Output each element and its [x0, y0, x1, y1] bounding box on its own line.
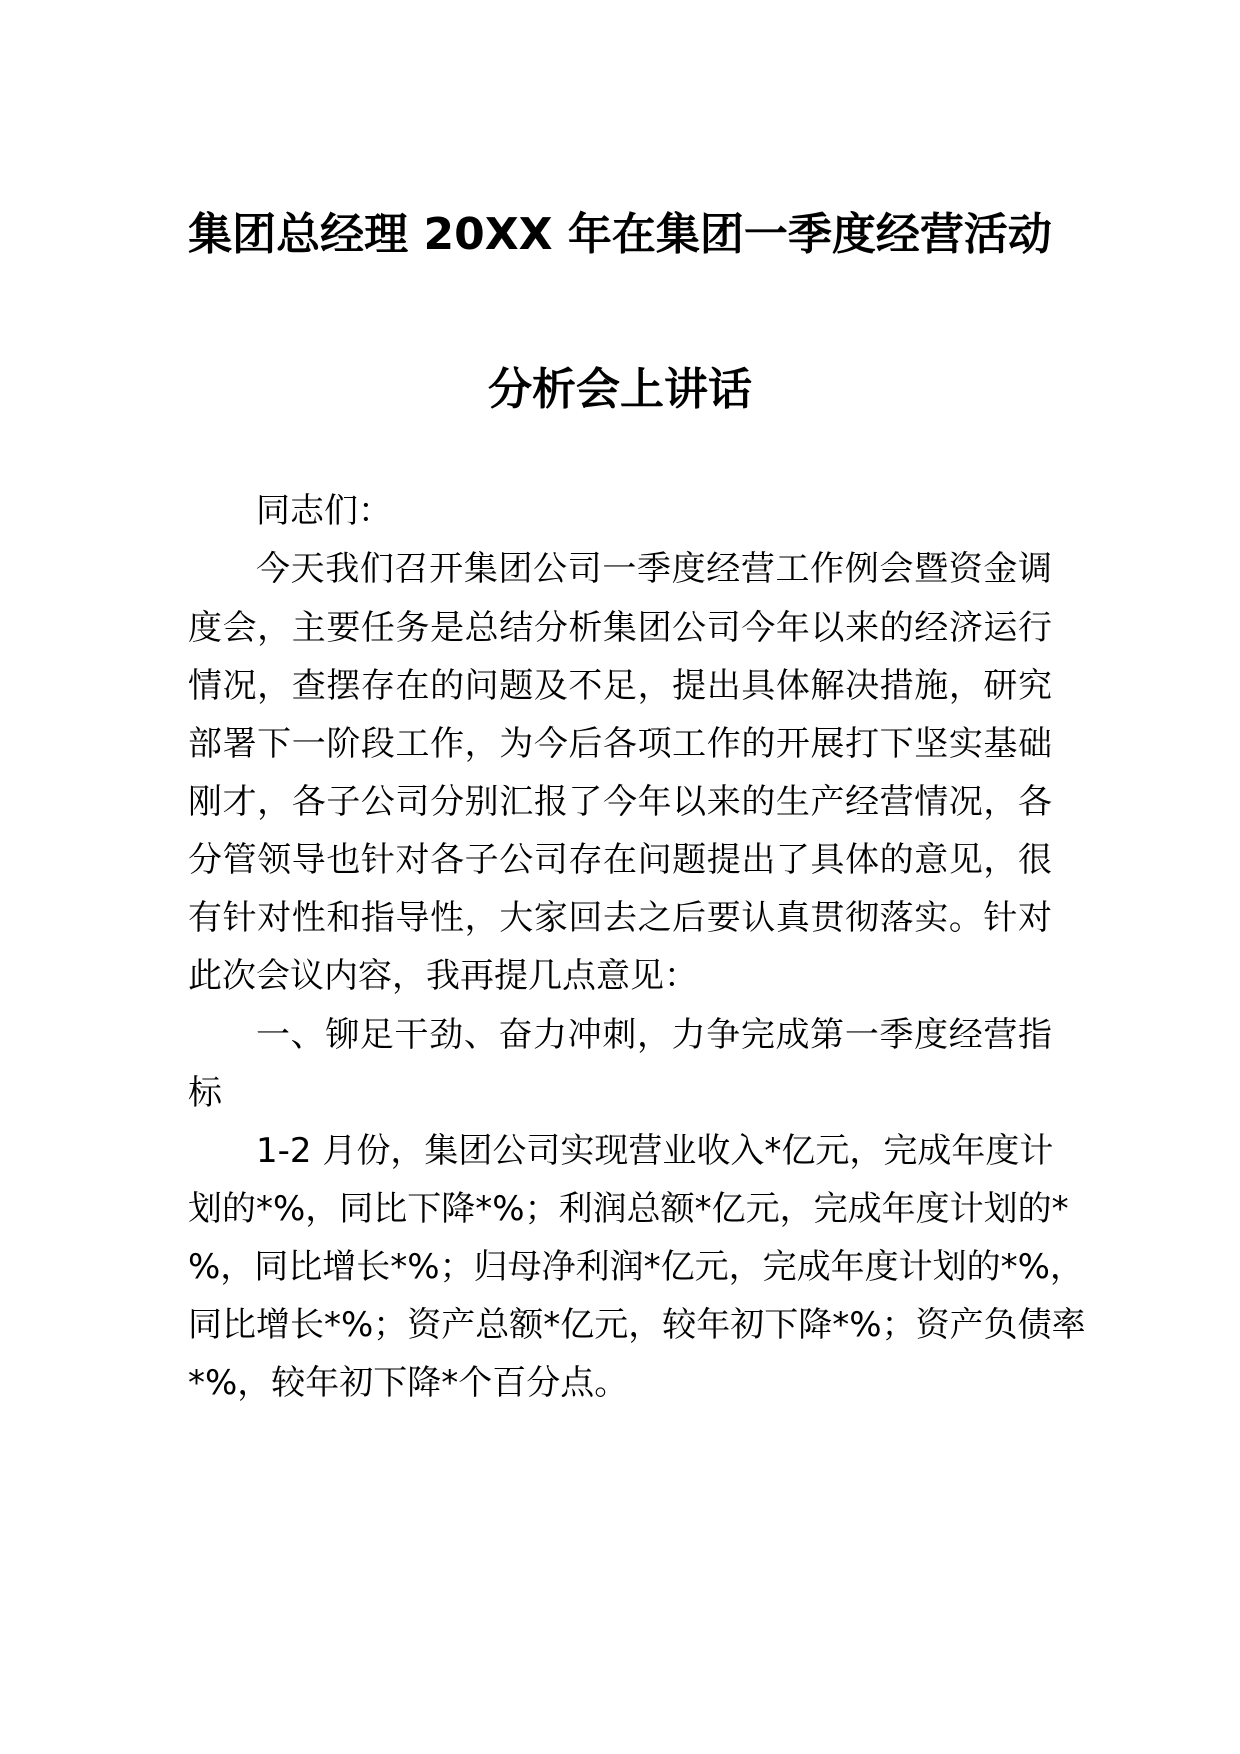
- paragraph-1-line: 今天我们召开集团公司一季度经营工作例会暨资金调: [256, 549, 1052, 589]
- paragraph-2-line: *%，较年初下降*个百分点。: [188, 1363, 629, 1403]
- section-heading-line: 标: [188, 1073, 222, 1113]
- paragraph-2-line: 划的*%，同比下降*%；利润总额*亿元，完成年度计划的*: [188, 1189, 1069, 1229]
- paragraph-2-line: 同比增长*%；资产总额*亿元，较年初下降*%；资产负债率: [188, 1305, 1086, 1345]
- paragraph-1-line: 度会，主要任务是总结分析集团公司今年以来的经济运行: [188, 608, 1052, 648]
- salutation: 同志们：: [256, 491, 392, 531]
- paragraph-1-line: 情况，查摆存在的问题及不足，提出具体解决措施，研究: [188, 666, 1052, 706]
- paragraph-1-line: 部署下一阶段工作，为今后各项工作的开展打下坚实基础: [188, 724, 1052, 764]
- document-title-line-1: 集团总经理 20XX 年在集团一季度经营活动: [188, 209, 1052, 260]
- paragraph-1-line: 此次会议内容，我再提几点意见：: [188, 956, 698, 996]
- paragraph-2-line: 1-2 月份，集团公司实现营业收入*亿元，完成年度计: [256, 1131, 1054, 1171]
- document-title-line-2: 分析会上讲话: [488, 364, 752, 415]
- paragraph-1-line: 有针对性和指导性，大家回去之后要认真贯彻落实。针对: [188, 898, 1052, 938]
- paragraph-1-line: 分管领导也针对各子公司存在问题提出了具体的意见，很: [188, 840, 1052, 880]
- paragraph-2-line: %，同比增长*%；归母净利润*亿元，完成年度计划的*%，: [188, 1247, 1084, 1287]
- paragraph-1-line: 刚才，各子公司分别汇报了今年以来的生产经营情况，各: [188, 782, 1052, 822]
- section-heading-line: 一、铆足干劲、奋力冲刺，力争完成第一季度经营指: [256, 1015, 1052, 1055]
